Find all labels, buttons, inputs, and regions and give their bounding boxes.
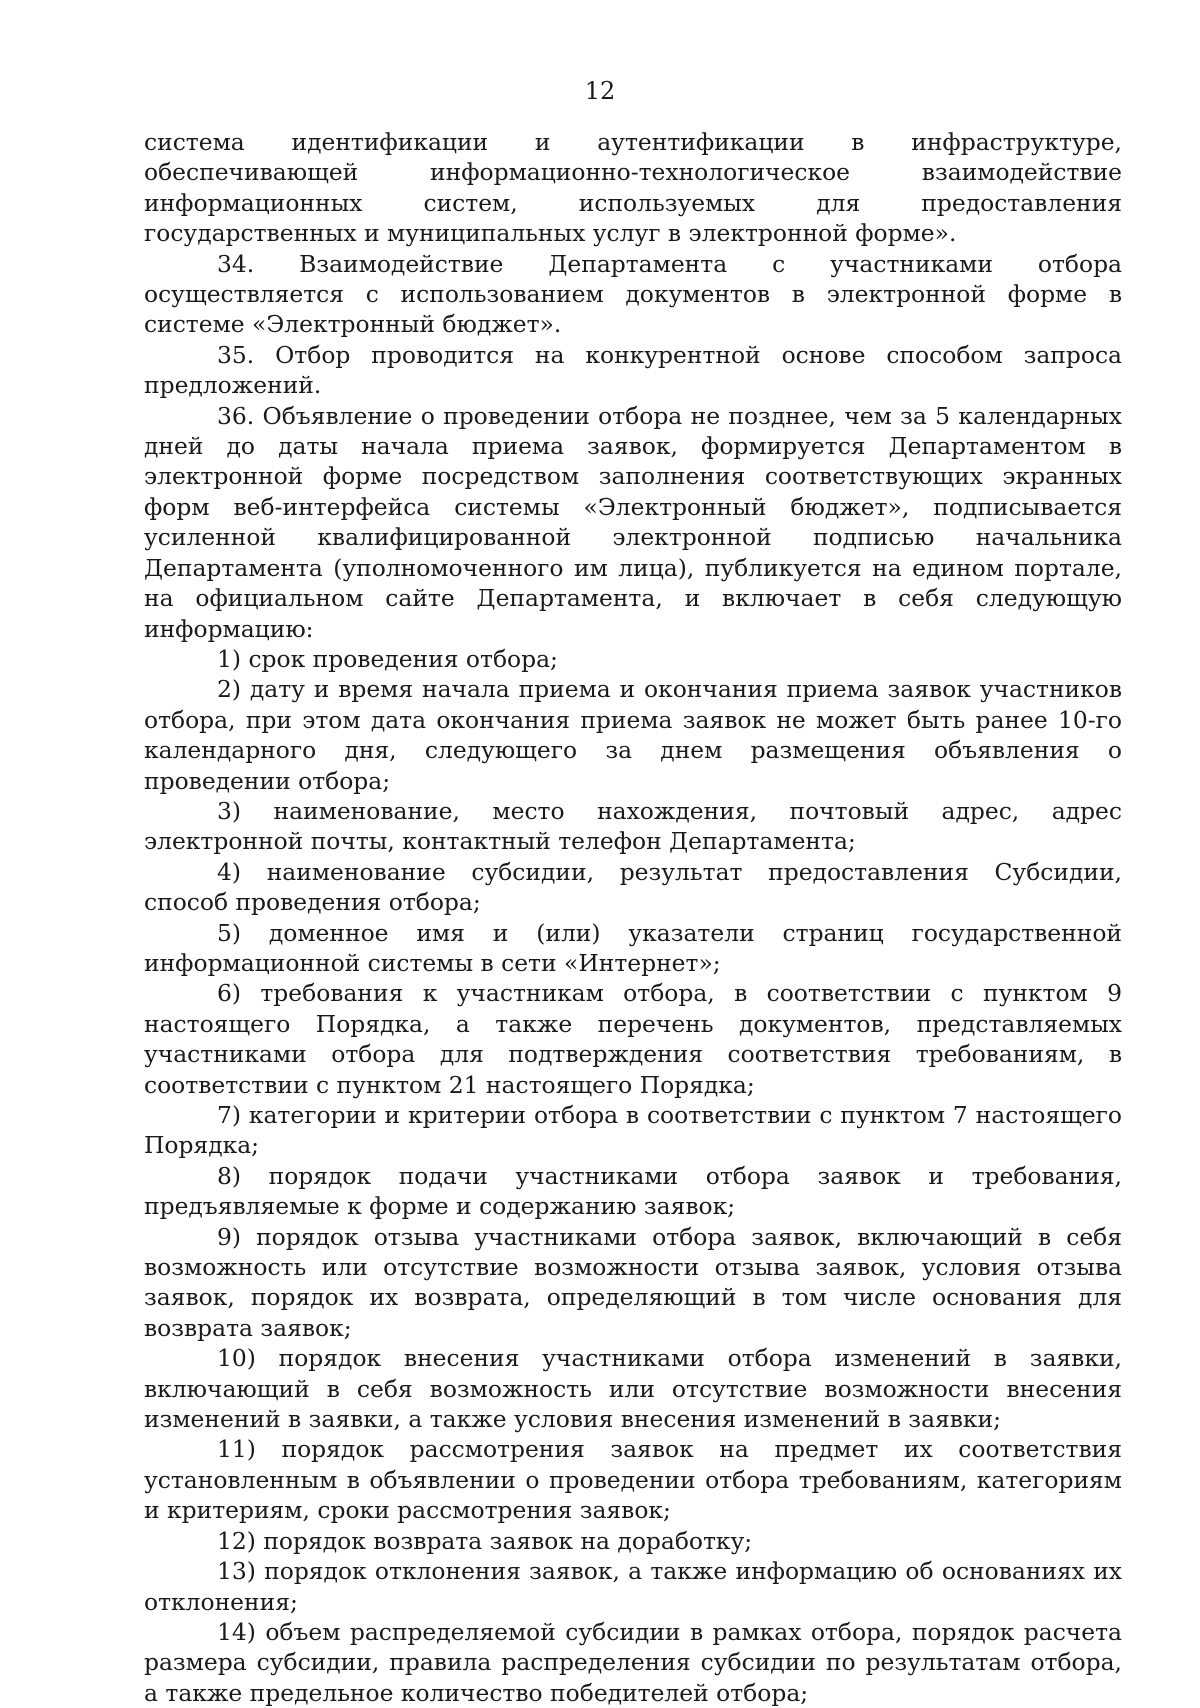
page-number: 12 bbox=[584, 77, 616, 105]
paragraph-35: 35. Отбор проводится на конкурентной основе способом запроса предложений. bbox=[144, 340, 1122, 400]
list-item-13: 13) порядок отклонения заявок, а также информацию об основаниях их отклонения; bbox=[144, 1557, 1122, 1616]
paragraph-continuation: система идентификации и аутентификации в инфраструктуре, обеспечивающей информационно-технологическое взаимодействие информационных систем, используемых для предоставления государственных и муниципальных услуг в электронной форме». bbox=[144, 128, 1122, 248]
list-item-12: 12) порядок возврата заявок на доработку; bbox=[217, 1526, 753, 1555]
document-body bbox=[144, 127, 1122, 1708]
list-item-9: 9) порядок отзыва участниками отбора заявок, включающий в себя возможность или отсутствие возможности отзыва заявок, условия отзыва заявок, порядок их возврата, определяющий в том числе основания для возврата заявок; bbox=[144, 1222, 1122, 1342]
list-item-7: 7) категории и критерии отбора в соответствии с пунктом 7 настоящего Порядка; bbox=[144, 1101, 1122, 1160]
list-item-1: 1) срок проведения отбора; bbox=[217, 644, 558, 673]
paragraph-34: 34. Взаимодействие Департамента с участниками отбора осуществляется с использованием документов в электронной форме в системе «Электронный бюджет». bbox=[144, 249, 1122, 339]
list-item-6: 6) требования к участникам отбора, в соответствии с пунктом 9 настоящего Порядка, а также перечень документов, представляемых участниками отбора для подтверждения соответствия требованиям, в соответствии с пунктом 21 настоящего Порядка; bbox=[144, 979, 1122, 1099]
list-item-11: 11) порядок рассмотрения заявок на предмет их соответствия установленным в объявлении о проведении отбора требованиям, категориям и критериям, сроки рассмотрения заявок; bbox=[144, 1435, 1122, 1525]
list-item-3: 3) наименование, место нахождения, почтовый адрес, адрес электронной почты, контактный телефон Департамента; bbox=[144, 796, 1122, 856]
list-item-14: 14) объем распределяемой субсидии в рамках отбора, порядок расчета размера субсидии, правила распределения субсидии по результатам отбора, а также предельное количество победителей отбора; bbox=[144, 1617, 1122, 1707]
list-item-10: 10) порядок внесения участниками отбора изменений в заявки, включающий в себя возможность или отсутствие возможности внесения изменений в заявки, а также условия внесения изменений в заявки; bbox=[144, 1344, 1122, 1434]
list-item-8: 8) порядок подачи участниками отбора заявок и требования, предъявляемые к форме и содержанию заявок; bbox=[144, 1161, 1122, 1221]
list-item-2: 2) дату и время начала приема и окончания приема заявок участников отбора, при этом дата окончания приема заявок не может быть ранее 10-го календарного дня, следующего за днем размещения объявления о проведении отбора; bbox=[144, 675, 1122, 795]
list-item-5: 5) доменное имя и (или) указатели страниц государственной информационной системы в сети «Интернет»; bbox=[144, 918, 1122, 977]
list-item-4: 4) наименование субсидии, результат предоставления Субсидии, способ проведения отбора; bbox=[144, 857, 1122, 917]
paragraph-36: 36. Объявление о проведении отбора не позднее, чем за 5 календарных дней до даты начала приема заявок, формируется Департаментом в электронной форме посредством заполнения соответствующих экранных форм веб-интерфейса системы «Электронный бюджет», подписывается усиленной квалифицированной электронной подписью начальника Департамента (уполномоченного им лица), публикуется на едином портале, на официальном сайте Департамента, и включает в себя следующую информацию: bbox=[144, 401, 1122, 643]
